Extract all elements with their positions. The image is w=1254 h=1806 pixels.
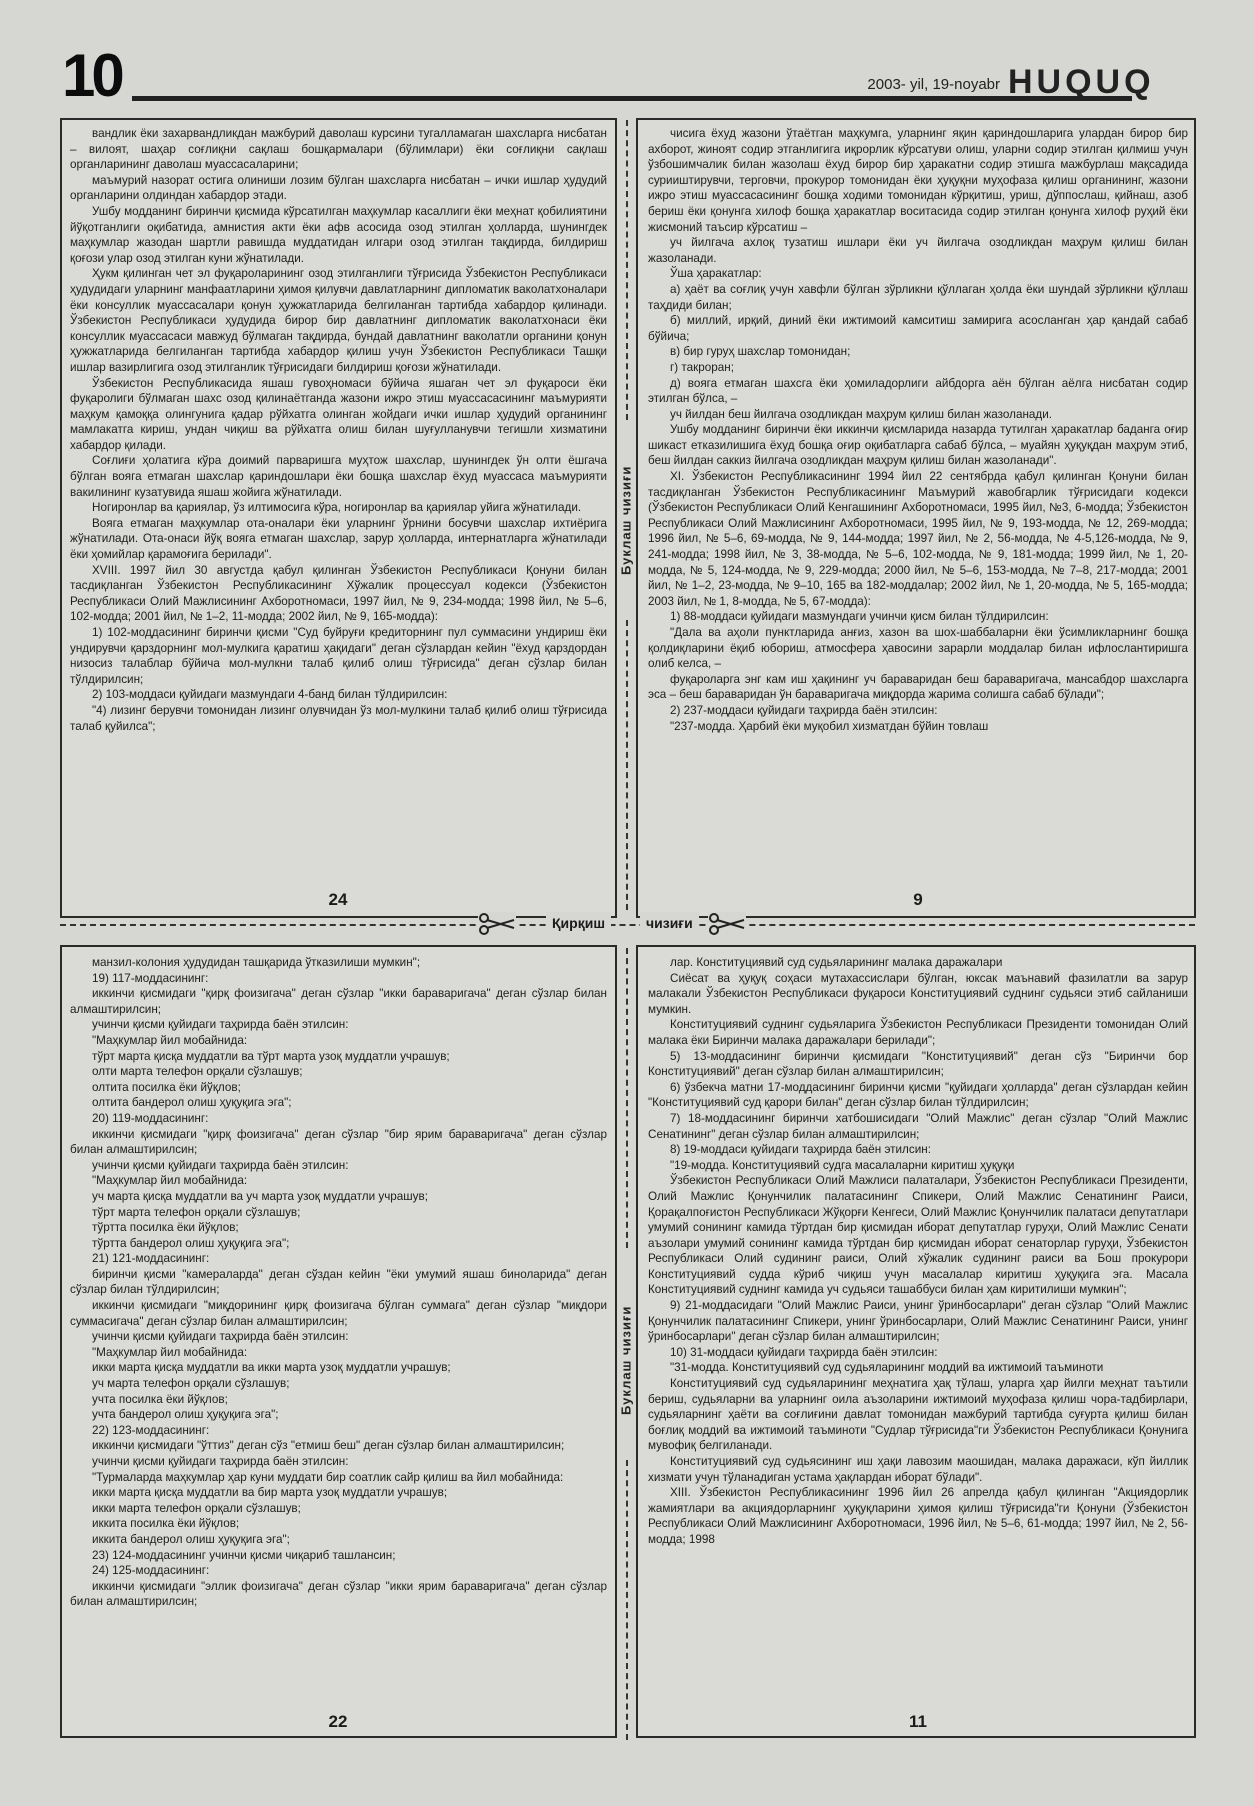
panel-top-right-page-number: 9 [913,890,923,909]
paragraph: биринчи қисми "камераларда" деган сўздан кейин "ёки умумий яшаш биноларида" деган сўзлар билан тўлдирилсин; [70,1267,607,1297]
scissors-right-icon [708,912,746,936]
fold-line-bottom-lower [626,1460,628,1740]
paragraph: иккинчи қисмидаги "қирқ фоизигача" деган сўзлар "икки бараваригача" деган сўзлар билан алмаштирилсин; [70,987,607,1016]
paragraph: учта посилка ёки йўқлов; [92,1392,228,1406]
fold-label-top: Буклаш чизиғи [618,465,634,575]
cut-line [60,924,1195,926]
paragraph: 5) 13-моддасининг биринчи қисмидаги "Конституциявий" деган сўз "Биринчи бор Конституциявий" деган сўзлар билан алмаштирилсин; [648,1049,1188,1079]
paragraph: Конституциявий суднинг судьяларига Ўзбекистон Республикаси Президенти томонидан Олий малака ёки Биринчи малака даражалари берилади"; [648,1018,1188,1047]
paragraph: иккинчи қисмидаги "эллик фоизигача" деган сўзлар "икки ярим бараваригача" деган сўзлар билан алмаштирилсин; [70,1579,607,1609]
paragraph: "Турмаларда маҳкумлар ҳар куни муддати бир соатлик сайр қилиш ва йил мобайнида: [92,1470,564,1484]
paragraph: Конституциявий суд судьяларининг меҳнатига ҳақ тўлаш, уларга ҳар йилги меҳнат таътили бериш, судьяларни ва уларнинг оила аъзоларини ижтимоий муҳофаза қилиш чора-тадбирлари, судьяларнинг ҳаёти ва соғлиғини давлат томонидан мажбурий тартибда суғурта қилиш билан боғлиқ моддий ва ижтимоий таъминоти "Судлар тўғрисида"ги Ўзбекистон Республикаси Қонунига мувофиқ белгиланади. [648,1377,1188,1453]
paragraph: Ушбу модданинг биринчи ёки иккинчи қисмларида назарда тутилган ҳаракатлар баданга оғир шикаст етказилишига ёхуд бошқа оғир оқибатларга сабаб бўлса, – муайян ҳуқуқдан маҳрум этиб, беш йилдан саккиз йилгача озодликдан маҳрум қилиш билан жазоланади". [648,423,1188,468]
paragraph: 19) 117-моддасининг: [92,971,209,985]
paragraph: икки марта қисқа муддатли ва икки марта узоқ муддатли учрашув; [92,1361,451,1375]
panel-top-right-text [648,126,1188,882]
paragraph: Ногиронлар ва қариялар, ўз илтимосига кўра, ногиронлар ва қариялар уйига жўнатилади. [92,501,582,515]
fold-line-bottom-upper [626,948,628,1248]
paragraph: Ўзбекистон Республикасида яшаш гувоҳномаси бўйича яшаган чет эл фуқароси ёки фуқаролиги бўлмаган шахс озод қилинаётганда жазони ижро этиш муассасасининг маъмурияти маҳкум қамоққа олингунига қадар рўйхатга олинган жойдаги ички ишлар ҳудудий органининг мамлакатга кириш, ундан чиқиш ва рўйхатга олиш билан шуғулланувчи тегишли хизматини хабардор қилади. [70,376,607,452]
paragraph: Ўша ҳаракатлар: [670,267,762,281]
paragraph: тўртта бандерол олиш ҳуқуқига эга"; [92,1236,290,1250]
paragraph: "237-модда. Ҳарбий ёки муқобил хизматдан бўйин товлаш [670,719,989,733]
paragraph: 9) 21-моддасидаги "Олий Мажлис Раиси, унинг ўринбосарлари" деган сўзлар "Олий Мажлис Қонунчилик палатасининг Спикери, унинг ўринбосарлари, Олий Мажлис Сенатининг Раиси, унинг ўринбосарлари" деган сўзлар билан алмаштирилсин; [648,1299,1188,1344]
panel-top-left-text [70,126,607,878]
paragraph: тўртта посилка ёки йўқлов; [92,1221,239,1235]
paragraph: чисига ёхуд жазони ўтаётган маҳкумга, уларнинг яқин қариндошларига улардан бирор бир ахборот, жиноят содир этганлигига иқрорлик кўрсатуви олиш, уларни содир этилган қилмиш учун ўзбошимчалик билан жазолаш ёхуд бирор бир ҳаракатни содир этишга мажбурлаш мақсадида сурииштирувчи, терговчи, прокурор томонидан ёки ҳуқуқни муҳофаза қилиш органининг, жазони ижро этиш муассасасининг бошқа ходими томонидан кўрқитиш, уриш, дўппослаш, қийнаш, азоб бериш ёки қонунга хилоф бошқа ҳаракатлар воситасида содир этилган қонунга хилоф руҳий ёки жисмоний таъсир кўрсатиш – [648,127,1188,234]
paragraph: Соғлиғи ҳолатига кўра доимий парваришга муҳтож шахслар, шунингдек ўн олти ёшгача бўлган вояга етмаган шахслар қариндошлари ёки бошқа шахслар ёхуд муассаса маъмурияти вакилининг кузатувида яшаш жойига жўнатилади. [70,454,607,499]
paragraph: а) ҳаёт ва соғлиқ учун хавфли бўлган зўрликни қўллаган ҳолда ёки шундай зўрликни қўллаш таҳдиди билан; [648,282,1188,312]
paragraph: XIII. Ўзбекистон Республикасининг 1996 йил 26 апрелда қабул қилинган "Акциядорлик жамиятлари ва акциядорларнинг ҳуқуқларини ҳимоя қилиш тўғрисида"ги Қонуни (Ўзбекистон Республикаси Олий Мажлисининг Ахборотномаси, 1996 йил, № 5–6, 61-модда; 1997 йил, № 2, 56-модда; 1998 [648,1486,1188,1546]
paragraph: г) такроран; [670,360,734,374]
paragraph: иккинчи қисмидаги "ўттиз" деган сўз "етмиш беш" деган сўзлар билан алмаштирилсин; [92,1439,565,1453]
paragraph: учинчи қисми қуйидаги таҳрирда баён этилсин: [92,1455,349,1468]
paragraph: "31-модда. Конституциявий суд судьяларининг моддий ва ижтимоий таъминоти [670,1361,1104,1375]
paragraph: 2) 237-моддаси қуйидаги таҳрирда баён этилсин: [670,703,938,717]
paragraph: манзил-колония ҳудудидан ташқарида ўтказилиши мумкин"; [92,956,421,969]
paragraph: иккинчи қисмидаги "миқдорининг қирқ фоизигача бўлган суммага" деган сўзлар "миқдори суммасигача" деган сўзлар билан алмаштирилсин; [70,1299,607,1328]
paragraph: "4) лизинг берувчи томонидан лизинг олувчидан ўз мол-мулкини талаб қилиб олиш тўғрисида талаб қуйилса"; [70,703,607,733]
paragraph: 20) 119-моддасининг: [92,1111,209,1125]
cut-label-left: Қирқиш [546,912,611,934]
paragraph: "Маҳкумлар йил мобайнида: [92,1033,248,1047]
cut-label-right: чизиғи [640,912,699,934]
paragraph: лар. Конституциявий суд судьяларининг малака даражалари [670,956,1003,969]
paragraph: 1) 88-моддаси қуйидаги мазмундаги учинчи қисм билан тўлдирилсин: [670,610,1049,624]
paragraph: уч марта қисқа муддатли ва уч марта узоқ муддатли учрашув; [92,1189,428,1203]
scissors-left-icon [478,912,516,936]
panel-bottom-right-text [648,955,1188,1707]
paragraph: б) миллий, ирқий, диний ёки ижтимоий камситиш замирига асосланган ҳар қандай сабаб бўйича; [648,314,1188,343]
paragraph: д) вояга етмаган шахсга ёки ҳомиладорлиги айбдорга аён бўлган аёлга нисбатан содир этилган бўлса, – [648,376,1188,406]
paragraph: тўрт марта қисқа муддатли ва тўрт марта узоқ муддатли учрашув; [92,1049,450,1063]
fold-line-top-lower [626,620,628,910]
paragraph: Ҳукм қилинган чет эл фуқароларининг озод этилганлиги тўғрисида Ўзбекистон Республикаси ҳудудидаги уларнинг манфаатларини ҳимоя қилувчи давлатларнинг дипломатик ваколатхоналари ёки консуллик муассасалари қонун ҳужжатларида белгиланган тартибда хабардор қилинади. Ўзбекистон Республикаси ҳудудида бирор бир давлатнинг дипломатик ваколатхонаси ёки консуллик муассасаси мавжуд бўлмаган тақдирда, бундай давлатнинг ваколатли органини қонун ҳужжатларида белгиланган тартибда хабардор қилиш учун Ўзбекистон Республикаси Ташқи ишлар вазирлигига озод этилганлик тўғрисидаги билдириш қоғози жўнатилади. [70,267,607,374]
paragraph: учинчи қисми қуйидаги таҳрирда баён этилсин: [92,1018,349,1032]
paragraph: 24) 125-моддасининг: [92,1564,210,1578]
paragraph: 10) 31-моддаси қуйидаги таҳрирда баён этилсин: [670,1345,938,1359]
paragraph: в) бир гуруҳ шахслар томонидан; [670,345,851,359]
paragraph: Сиёсат ва ҳуқуқ соҳаси мутахассислари бўлган, юксак маънавий фазилатли ва зарур малакали Ўзбекистон Республикаси фуқароси Конституциявий суднинг судьяси этиб сайланиши мумкин. [648,971,1188,1016]
issue-date: 2003- yil, 19-noyabr [867,76,1000,93]
paragraph: учинчи қисми қуйидаги таҳрирда баён этилсин: [92,1158,349,1172]
paragraph: олтита посилка ёки йўқлов; [92,1080,241,1094]
paragraph: Ушбу модданинг биринчи қисмида кўрсатилган маҳкумлар касаллиги ёки меҳнат қобилиятини йўқотганлиги оқибатида, амнистия акти ёки афв асосида озод этилган ҳолларда, шунингдек маҳкумлар жазодан шартли равишда муддатидан илгари озод этилган тақдирда, билдириш қоғози улар озод этилган куни жўнатилади. [70,204,607,265]
paragraph: тўрт марта телефон орқали сўзлашув; [92,1205,301,1219]
paragraph: XI. Ўзбекистон Республикасининг 1994 йил 22 сентябрда қабул қилинган Қонуни билан тасдиқланган Ўзбекистон Республикасининг Маъмурий жавобгарлик тўғрисидаги кодекси (Ўзбекистон Республикаси Олий Кенгашининг Ахборотномаси, 1995 йил, №3, 6-модда; Ўзбекистон Республикаси Олий Мажлисининг Ахборотномаси, 1995 йил, № 9, 193-модда, № 12, 269-модда; 1996 йил, № 5–6, 69-модда, № 9, 144-модда; 1997 йил, № 2, 56-модда, № 4-5,126-модда, № 9, 241-модда; 1998 йил, № 3, 38-модда, № 5–6, 102-модда, № 9, 181-модда; 1999 йил, № 1, 20-модда, № 5, 124-модда, № 9, 229-модда; 2000 йил, № 5–6, 153-модда, № 7–8, 217-модда; 2001 йил, № 1–2, 23-модда, № 9–10, 165 ва 182-моддалар; 2002 йил, № 1, 20-модда, № 5, 165-модда; 2003 йил, № 1, 8-модда, № 5, 67-модда): [648,470,1188,608]
paragraph: уч марта телефон орқали сўзлашув; [92,1377,290,1391]
paragraph: 7) 18-моддасининг биринчи хатбошисидаги "Олий Мажлис" деган сўзлар "Олий Мажлис Сенатининг" деган сўзлар билан алмаштирилсин; [648,1111,1188,1141]
paragraph: Конституциявий суд судьясининг иш ҳақи лавозим маошидан, малака даражаси, кўп йиллик хизмати учун тўланадиган устама ҳақлардан иборат бўлади". [648,1455,1188,1484]
paragraph: иккита посилка ёки йўқлов; [92,1517,240,1531]
paragraph: 1) 102-моддасининг биринчи қисми "Суд буйруғи кредиторнинг пул суммасини ундириш ёки ундирувчи қарздорнинг мол-мулкига қаратиш ҳақидаги" деган сўзлардан кейин "ёхуд қарздордан низосиз талаблар бўйича мол-мулкни талаб қилиб олиш тўғрисида" деган сўзлар билан тўлдирилсин; [70,626,607,686]
paragraph: 8) 19-моддаси қуйидаги таҳрирда баён этилсин: [670,1143,931,1157]
paragraph: "Маҳкумлар йил мобайнида: [92,1174,248,1188]
paragraph: уч йилгача ахлоқ тузатиш ишлари ёки уч йилгача озодликдан маҳрум қилиш билан жазоланади. [648,236,1188,265]
panel-top-left-page-number: 24 [328,890,348,909]
paragraph: икки марта телефон орқали сўзлашув; [92,1501,301,1515]
paragraph: "Маҳкумлар йил мобайнида: [92,1345,248,1359]
paragraph: 2) 103-моддаси қуйидаги мазмундаги 4-банд билан тўлдирилсин: [92,688,448,702]
paragraph: 6) ўзбекча матни 17-моддасининг биринчи қисми "қуйидаги ҳолларда" деган сўзлардан кейин "Конституциявий суд қарори билан" деган сўзлар билан тўлдирилсин; [648,1080,1188,1110]
panel-bottom-right-page-number: 11 [909,1712,927,1731]
paragraph: олти марта телефон орқали сўзлашув; [92,1065,303,1079]
paragraph: 23) 124-моддасининг учинчи қисми чиқариб ташлансин; [92,1548,396,1562]
paragraph: вандлик ёки захарвандликдан мажбурий даволаш курсини тугалламаган шахсларга нисбатан – вилоят, шаҳар соғлиқни сақлаш бошқармалари (бўлимлари) ёки соғлиқни сақлаш органларининг даволаш муассасаларини; [70,127,607,172]
panel-bottom-left-text [70,955,607,1703]
paragraph: олтита бандерол олиш ҳуқуқига эга"; [92,1096,292,1110]
newspaper-logo: HUQUQ [1008,63,1155,101]
fold-line-top-upper [626,120,628,420]
paragraph: учинчи қисми қуйидаги таҳрирда баён этилсин: [92,1330,349,1344]
fold-label-bottom: Буклаш чизиғи [618,1305,634,1415]
paragraph: фуқароларга энг кам иш ҳақининг уч бараваридан беш бараваригача, мансабдор шахсларга эса – беш бараваридан ўн бараваригача миқдорда жарима солишга сабаб бўлади"; [648,672,1188,702]
paragraph: 21) 121-моддасининг: [92,1252,210,1266]
paragraph: маъмурий назорат остига олиниши лозим бўлган шахсларга нисбатан – ички ишлар ҳудудий органларини олдиндан хабардор этади. [70,173,607,203]
paragraph: Вояга етмаган маҳкумлар ота-оналари ёки уларнинг ўрнини босувчи шахслар ихтиёрига жўнатилади. Ота-онаси йўқ вояга етмаган шахслар, зарур ҳолларда, интернатларга жўнатилади ёки ҳомийлар қарамоғига берилади". [70,516,607,562]
paragraph: "Дала ва аҳоли пунктларида анғиз, хазон ва шох-шаббаларни ёки ўсимликларнинг бошқа қолдиқларини ёқиб юбориш, атмосфера ҳавосини зарарли моддалар билан ифлослантиришга олиб келса, – [648,626,1188,671]
panel-bottom-left-page-number: 22 [328,1712,348,1731]
paragraph: иккинчи қисмидаги "қирқ фоизигача" деган сўзлар "бир ярим бараваригача" деган сўзлар билан алмаштирилсин; [70,1127,607,1157]
header-rule [132,96,1132,101]
paragraph: иккита бандерол олиш ҳуқуқига эга"; [92,1532,290,1546]
paragraph: "19-модда. Конституциявий судга масалаларни киритиш ҳуқуқи [670,1158,1015,1172]
paragraph: Ўзбекистон Республикаси Олий Мажлиси палаталари, Ўзбекистон Республикаси Президенти, Олий Мажлис Қонунчилик палатасининг Спикери, Олий Мажлис Сенатининг Раиси, Қорақалпоғистон Республикаси Жўқорғи Кенгеси, Олий Мажлис Қонунчилик палатаси депутатлари умумий сонининг камида тўртдан бир қисмидан иборат депутатлар гуруҳи, Олий Мажлис Сенати аъзолари умумий сонининг камида тўртдан бир қисмидан иборат сенаторлар гуруҳи, Ўзбекистон Республикаси Олий судининг раиси, Олий хўжалик судининг раиси ва Бош прокурори Конституциявий судда кўриб чиқиш учун масалалар киритиш ҳуқуқига эга. Масала Конституциявий суднинг камида уч судьяси ташаббуси билан ҳам киритилиши мумкин"; [648,1174,1188,1297]
paragraph: уч йилдан беш йилгача озодликдан маҳрум қилиш билан жазоланади. [670,407,1052,421]
paragraph: XVIII. 1997 йил 30 августда қабул қилинган Ўзбекистон Республикаси Қонуни билан тасдиқланган Ўзбекистон Республикасининг Хўжалик процессуал кодекси (Ўзбекистон Республикаси Олий Мажлисининг Ахборотномаси, 1997 йил, № 9, 234-модда; 1998 йил, № 5–6, 102-модда; 2001 йил, № 1–2, 11-модда; 2002 йил, № 9, 165-модда): [70,563,607,624]
paragraph: 22) 123-моддасининг: [92,1423,210,1437]
paragraph: учта бандерол олиш ҳуқуқига эга"; [92,1408,279,1422]
paragraph: икки марта қисқа муддатли ва бир марта узоқ муддатли учрашув; [92,1486,448,1500]
page-number: 10 [62,42,121,109]
